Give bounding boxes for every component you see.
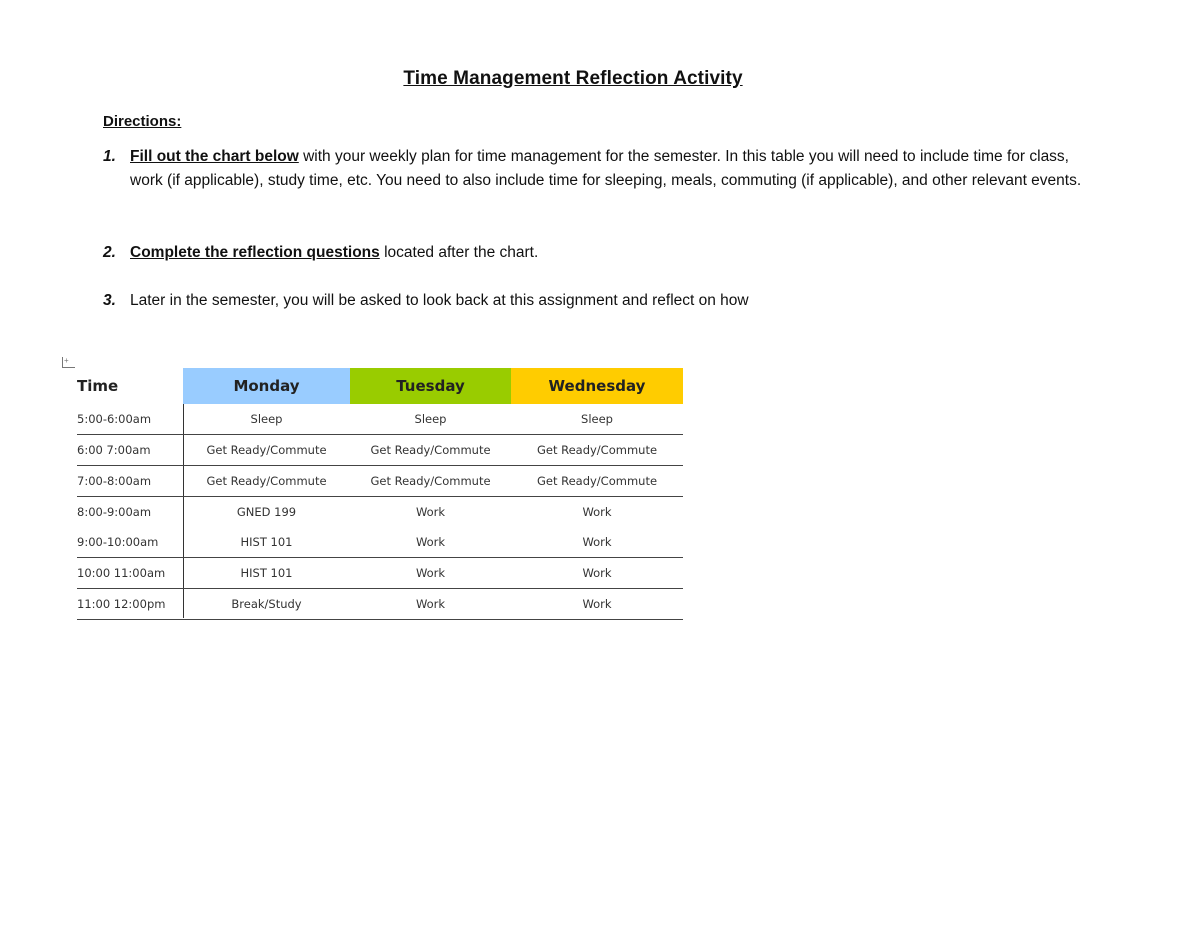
step-number: 2. — [103, 244, 116, 261]
tuesday-cell: Get Ready/Commute — [370, 474, 491, 488]
tuesday-cell: Sleep — [414, 412, 447, 426]
table-row — [77, 404, 683, 435]
monday-cell: GNED 199 — [236, 505, 297, 519]
time-cell: 6:00 7:00am — [77, 443, 151, 457]
step-text: Later in the semester, you will be asked to look back at this assignment and reflect on how — [130, 292, 749, 309]
header-monday: Monday — [183, 368, 350, 404]
monday-cell: Break/Study — [231, 597, 302, 611]
tuesday-cell: Work — [415, 535, 446, 549]
step-number: 1. — [103, 148, 116, 165]
wednesday-cell: Get Ready/Commute — [536, 443, 658, 457]
table-row — [77, 558, 683, 589]
monday-cell: HIST 101 — [240, 535, 293, 549]
header-time: Time — [77, 377, 119, 395]
direction-step-1 — [103, 145, 1093, 193]
step-lead: Fill out the chart below — [130, 148, 299, 165]
wednesday-cell: Get Ready/Commute — [536, 474, 658, 488]
table-row — [77, 466, 683, 497]
monday-cell: Sleep — [250, 412, 283, 426]
time-cell: 5:00-6:00am — [77, 412, 152, 426]
tuesday-cell: Get Ready/Commute — [370, 443, 491, 457]
time-cell: 9:00-10:00am — [77, 535, 159, 549]
step-number: 3. — [103, 292, 116, 309]
step-text: with your weekly plan for time management for the semester. In this table you will need to include time for class, work (if applicable), study time, etc. You need to also include time for sleeping, meals, commuting (if applicable), and other relevant events. — [130, 148, 1082, 189]
header-tuesday: Tuesday — [350, 368, 511, 404]
monday-cell: Get Ready/Commute — [206, 474, 327, 488]
monday-cell: HIST 101 — [240, 566, 293, 580]
step-text: located after the chart. — [379, 244, 539, 261]
schedule-table — [77, 368, 683, 620]
wednesday-cell: Work — [582, 505, 612, 519]
direction-step-2 — [103, 241, 1093, 265]
table-row — [77, 589, 683, 620]
table-header-row — [77, 368, 683, 404]
monday-cell: Get Ready/Commute — [206, 443, 327, 457]
tuesday-cell: Work — [415, 505, 446, 519]
table-row — [77, 435, 683, 466]
wednesday-cell: Work — [582, 535, 612, 549]
tuesday-cell: Work — [415, 597, 446, 611]
time-cell: 11:00 12:00pm — [77, 597, 166, 611]
directions-label: Directions: — [103, 113, 182, 130]
wednesday-cell: Work — [582, 597, 612, 611]
time-cell: 7:00-8:00am — [77, 474, 152, 488]
header-wednesday: Wednesday — [511, 368, 683, 404]
wednesday-cell: Sleep — [581, 412, 613, 426]
table-row — [77, 527, 683, 558]
step-lead: Complete the reflection questions — [130, 244, 380, 261]
page-title: Time Management Reflection Activity — [403, 68, 743, 89]
direction-step-3 — [103, 289, 1093, 313]
tuesday-cell: Work — [415, 566, 446, 580]
wednesday-cell: Work — [582, 566, 612, 580]
table-anchor-icon[interactable]: + — [62, 357, 75, 368]
time-cell: 8:00-9:00am — [77, 505, 152, 519]
table-row — [77, 497, 683, 527]
time-cell: 10:00 11:00am — [77, 566, 166, 580]
